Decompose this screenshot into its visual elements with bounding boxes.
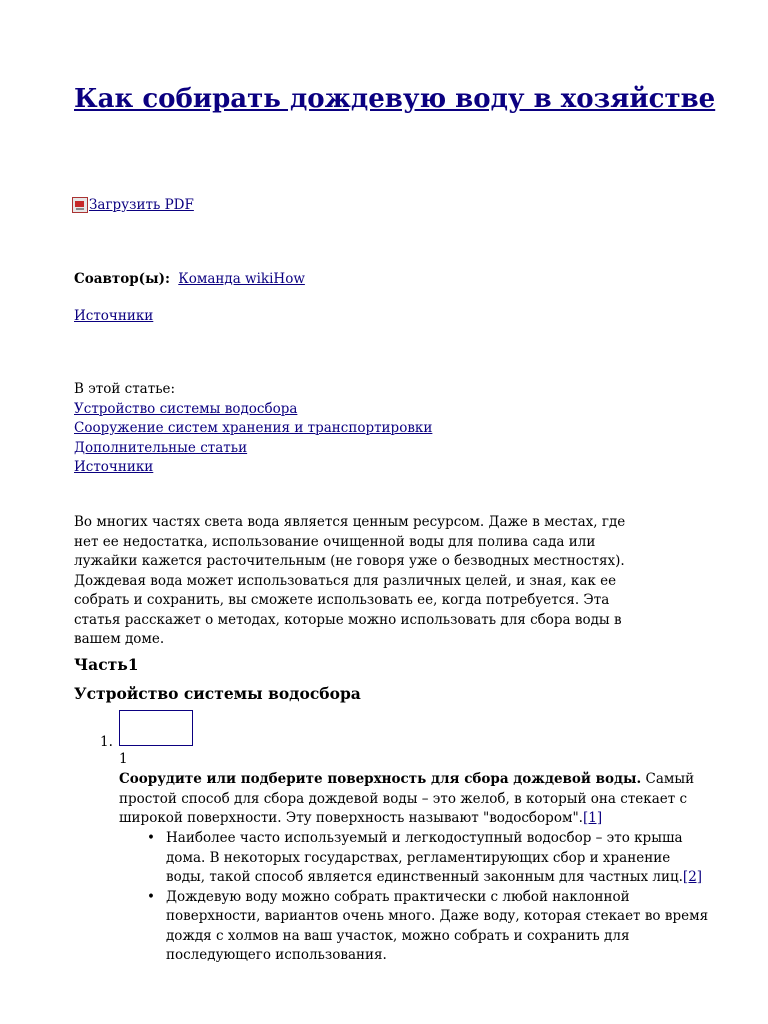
sources-section [74,308,153,324]
step-sub-number: 1 [119,751,128,767]
reference-link-2[interactable]: [2] [682,869,703,885]
pdf-icon[interactable] [72,197,88,213]
coauthor-label: Соавтор(ы): [74,271,170,287]
bullet-item [166,888,711,966]
coauthor-line [74,271,305,287]
step-number: 1. [100,734,113,750]
reference-link-1[interactable]: [1] [582,810,603,826]
article-title [74,84,715,114]
toc-heading: В этой статье: [74,381,176,397]
toc-item-storage[interactable]: Сооружение систем хранения и транспортировки [74,420,433,436]
sources-link[interactable]: Источники [74,308,154,324]
step-body-text: Самый простой способ для сбора дождевой воды – это желоб, в который она стекает с широкой поверхности. Эту поверхность называют "водосбором". [119,771,695,826]
bullet-text: Дождевую воду можно собрать практически с любой наклонной поверхности, вариантов очень много. Даже воду, которая стекает во время дождя с холмов на ваш участок, можно собрать и сохранить для последующего использования. [166,888,709,963]
pdf-download [72,197,194,213]
step-text [119,770,709,829]
toc-item-sources[interactable]: Источники [74,459,154,475]
article-title-link[interactable]: Как собирать дождевую воду в хозяйстве [74,84,716,114]
step-bold-text: Соорудите или подберите поверхность для сбора дождевой воды. [119,771,642,787]
table-of-contents [74,380,432,478]
step-bullets [166,829,711,966]
toc-item-additional[interactable]: Дополнительные статьи [74,439,248,456]
coauthor-link[interactable]: Команда wikiHow [178,271,305,287]
intro-paragraph: Во многих частях света вода является ценным ресурсом. Даже в местах, где нет ее недостатка, использование очищенной воды для полива сада или лужайки кажется расточительным (не говоря уже о безводных местностях). Дождевая вода может использоваться для различных целей, и зная, как ее собрать и сохранить, вы сможете использовать ее, когда потребуется. Эта статья расскажет о методах, которые можно использовать для сбора воды в вашем доме. [74,514,626,647]
bullet-text: Наиболее часто используемый и легкодоступный водосбор – это крыша дома. В некоторых государствах, регламентирующих сбор и хранение воды, такой способ является единственный законным для частных лиц. [166,830,683,885]
download-pdf-link[interactable]: Загрузить PDF [89,197,194,213]
part-label: Часть1 [74,655,139,674]
toc-item-design[interactable]: Устройство системы водосбора [74,400,298,417]
section-title: Устройство системы водосбора [74,684,361,703]
step-image-placeholder[interactable] [119,710,193,746]
bullet-item [166,829,711,888]
